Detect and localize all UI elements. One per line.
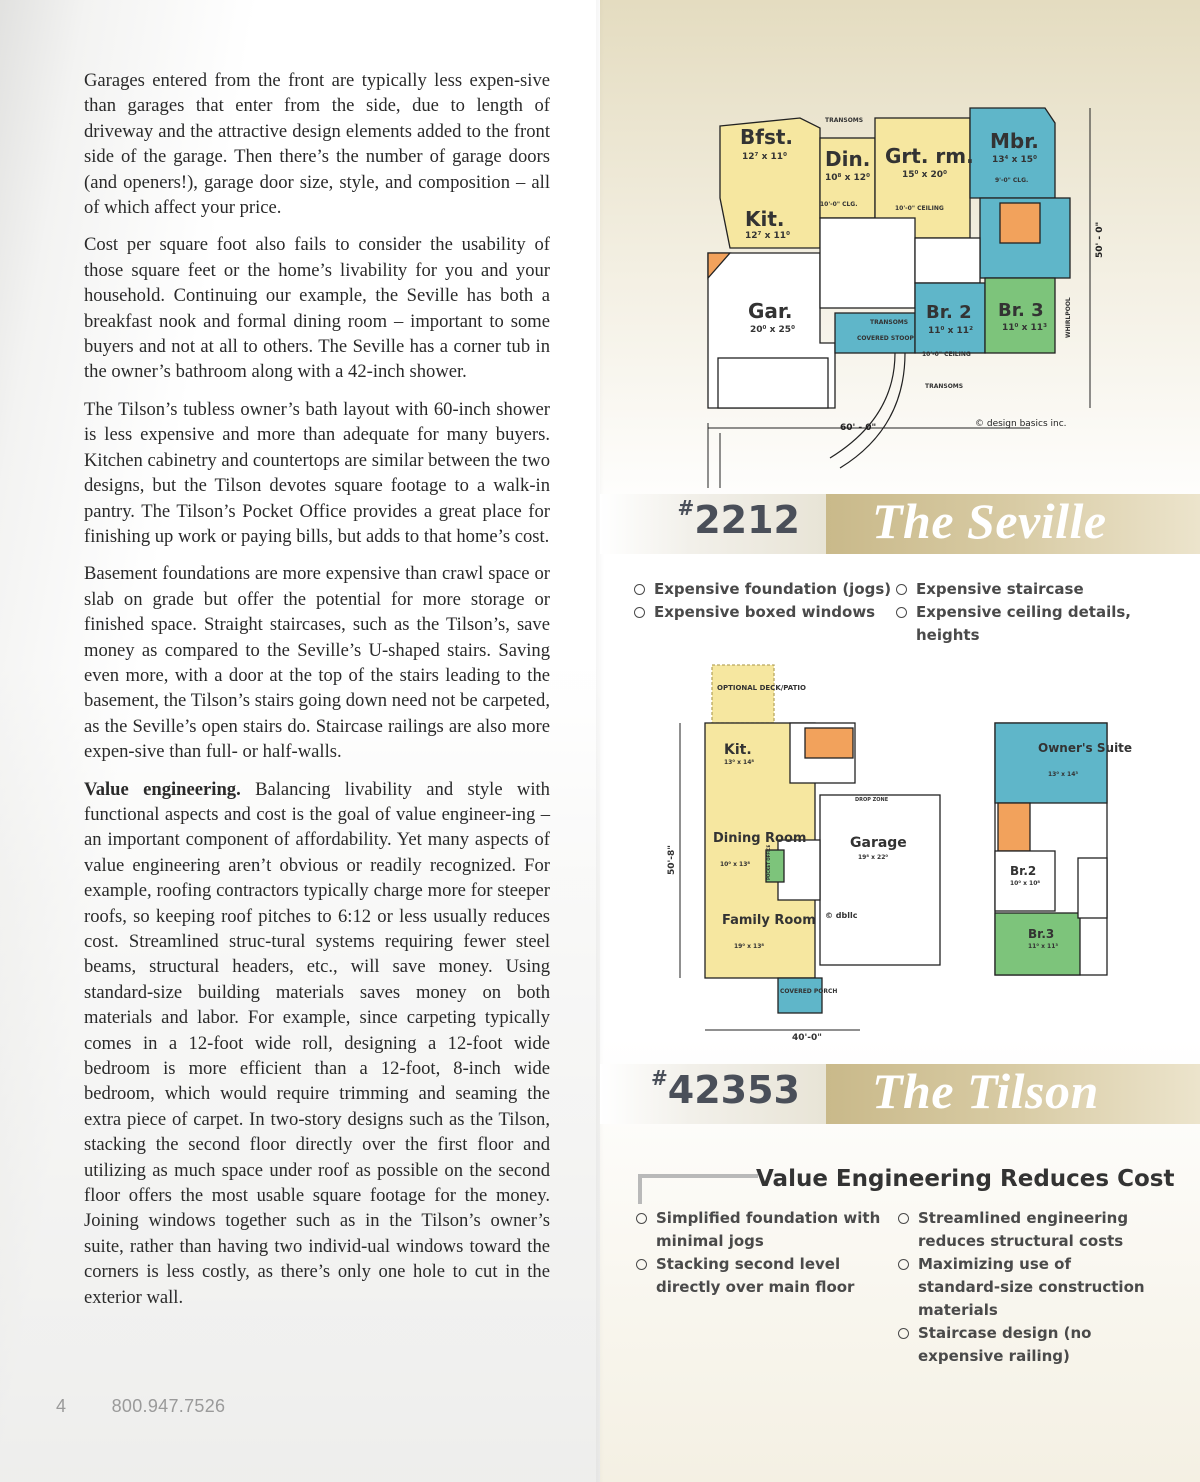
seville-bullet: Expensive ceiling details, heights (894, 601, 1144, 647)
page-footer (56, 1396, 225, 1417)
paragraph-value-engineering (84, 777, 550, 1311)
seville-name-box (826, 494, 1200, 554)
tilson-br2-label: Br.2 (1010, 864, 1037, 878)
seville-din-dim: 10⁸ x 12⁰ (825, 173, 871, 183)
seville-transoms-bot: TRANSOMS (925, 383, 964, 390)
seville-bfst-label: Bfst. (740, 125, 794, 149)
tilson-second-floor-drawing (990, 718, 1133, 988)
seville-floor-plan (690, 88, 1130, 488)
seville-plan-drawing (690, 88, 1130, 488)
seville-bullet: Expensive boxed windows (632, 601, 892, 624)
value-engineering-bullet: Simplified foundation with minimal jogs (634, 1207, 889, 1253)
tilson-banner (600, 1064, 1200, 1124)
tilson-dining-label: Dining Room (713, 831, 807, 846)
seville-kit-dim: 12⁷ x 11⁰ (745, 231, 791, 241)
tilson-width-label: 40'-0" (792, 1033, 822, 1043)
value-engineering-bullet: Stacking second level directly over main floor (634, 1253, 889, 1299)
tilson-closet-area (998, 803, 1030, 851)
tilson-number-text: 42353 (667, 1068, 800, 1112)
seville-bfst-dim: 12⁷ x 11⁰ (742, 152, 788, 162)
tilson-deck-area (712, 665, 774, 723)
value-engineering-bullet: Streamlined engineering reduces structural costs (896, 1207, 1146, 1253)
seville-number-box (600, 494, 826, 554)
tilson-first-floor-plan (660, 660, 950, 1050)
tilson-br3-label: Br.3 (1028, 927, 1055, 941)
seville-mbr-label: Mbr. (990, 129, 1039, 153)
seville-walkway (840, 353, 905, 468)
seville-bullets-right (894, 578, 1144, 647)
seville-bullet: Expensive foundation (jogs) (632, 578, 892, 601)
seville-ceiling-1: 10'-0" CLG. (820, 201, 858, 208)
seville-transoms-mid: TRANSOMS (870, 319, 909, 326)
value-engineering-title: Value Engineering Reduces Cost (756, 1166, 1175, 1192)
tilson-hash: # (651, 1066, 668, 1091)
tilson-pocket-office: POCKET OFFICE (766, 844, 771, 880)
seville-covered-stoop: COVERED STOOP (857, 335, 914, 342)
seville-bullets-left (632, 578, 892, 624)
seville-gar-label: Gar. (748, 299, 793, 323)
seville-depth-label: 50' - 0" (1095, 221, 1105, 258)
tilson-depth-label: 50'-8" (667, 845, 677, 875)
tilson-garage-label: Garage (850, 835, 907, 851)
seville-whirlpool: WHIRLPOOL (1065, 297, 1072, 338)
seville-din-label: Din. (825, 147, 871, 171)
paragraph-tilson-bath: The Tilson’s tubless owner’s bath layout with 60-inch shower is less expensive and more than adequate for many buyers. Kitchen cabinetry and countertops are similar between the two designs, but the Tilson devotes square footage to a walk-in pantry. The Tilson’s Pocket Office provides a great place for finishing up work or paying bills, but adds to that home’s cost. (84, 398, 550, 547)
tilson-second-floor-plan (990, 718, 1133, 988)
tilson-dining-dim: 10⁰ x 13⁸ (720, 861, 751, 868)
seville-bullet: Expensive staircase (894, 578, 1144, 601)
tilson-br2-dim: 10⁰ x 10⁸ (1010, 880, 1041, 887)
seville-kit-label: Kit. (745, 207, 785, 231)
tilson-br3-dim: 11⁰ x 11³ (1028, 943, 1059, 950)
value-engineering-bullet: Maximizing use of standard-size construction materials (896, 1253, 1146, 1322)
tilson-plan-number (651, 1068, 800, 1112)
seville-br3-label: Br. 3 (998, 300, 1044, 321)
seville-br2-dim: 11⁰ x 11² (928, 326, 974, 336)
tilson-family-label: Family Room (722, 913, 816, 928)
tilson-name-box (826, 1064, 1200, 1124)
seville-transoms-top: TRANSOMS (825, 117, 864, 124)
tilson-second-stair (1078, 858, 1107, 918)
seville-number-text: 2212 (694, 498, 800, 542)
tilson-owners-area (995, 723, 1107, 803)
body-text-column (84, 68, 550, 1322)
seville-plan-number (677, 498, 800, 542)
tilson-plan-name: The Tilson (872, 1063, 1099, 1119)
tilson-family-dim: 19⁰ x 13⁸ (734, 943, 765, 950)
seville-ceiling-3: 10'-0" CEILING (922, 351, 971, 358)
tilson-porch-label: COVERED PORCH (780, 988, 838, 995)
seville-br2-label: Br. 2 (926, 302, 972, 323)
seville-mbr-dim: 13⁴ x 15⁰ (992, 155, 1038, 165)
tilson-deck-label: OPTIONAL DECK/PATIO (717, 684, 806, 692)
tilson-pantry-area (805, 728, 853, 758)
tilson-garage-dim: 19⁸ x 22⁰ (858, 854, 889, 861)
value-engineering-lead: Value engineering. (84, 778, 241, 800)
seville-gar-dim: 20⁰ x 25⁰ (750, 325, 796, 335)
value-engineering-text: Balancing livability and style with functional aspects and cost is the goal of value engineer-ing – an important component of affordability. Yet many aspects of value engineering aren’t obvious or readily recognized. For example, roofing contractors typically charge more for steeper roofs, so keeping roof pitches to 6:12 or less usually reduces cost. Streamlined struc-tural systems requiring fewer steel beams, structural headers, etc., will save money. Using standard-size building materials saves money on both materials and labor. For example, since carpeting typically comes in a 12-foot wide roll, designing a 12-foot wide bedroom is more efficient than a 12-foot, 8-inch wide bedroom, which would require trimming and seaming the extra piece of carpet. In two-story designs such as the Tilson, stacking the second floor directly over the first floor and utilizing as much space under roof as possible on the second floor offers the most usable square footage for the money. Joining windows together such as in the Tilson’s owner’s suite, rather than having two individ-ual windows toward the corners is less costly, as there’s only one hole to cut in the exterior wall. (84, 778, 550, 1308)
paragraph-basement: Basement foundations are more expensive than crawl space or slab on grade but offer the potential for more storage or finished space. Straight staircases, such as the Tilson’s, save money as compared to the Seville’s U-shaped stairs. Saving even more, with a door at the top of the stairs leading to the basement, the Tilson’s stairs going down need not be carpeted, as the Seville’s open stairs do. Staircase railings are also more expen-sive than full- or half-walls. (84, 563, 550, 763)
paragraph-garages: Garages entered from the front are typically less expen-sive than garages that enter from the side, due to length of driveway and the attractive design elements added to the front side of the garage. Then there’s the number of garage doors (and openers!), garage door size, style, and composition – all of which affect your price. (84, 70, 550, 219)
seville-hash: # (677, 496, 695, 521)
tilson-garage-area (820, 795, 940, 965)
seville-closet-area (1000, 203, 1040, 243)
seville-br3-dim: 11⁰ x 11³ (1002, 323, 1048, 333)
seville-bath-area (915, 238, 980, 283)
tilson-copyright: © dbllc (825, 911, 858, 920)
tilson-owners-label: Owner's Suite (1038, 741, 1133, 755)
tilson-kit-dim: 13⁰ x 14⁸ (724, 759, 755, 766)
seville-entry-area (820, 218, 915, 308)
seville-grt-label: Grt. rm. (885, 144, 974, 168)
value-engineering-bullet: Staircase design (no expensive railing) (896, 1322, 1146, 1368)
seville-plan-name: The Seville (872, 493, 1107, 549)
phone-number: 800.947.7526 (111, 1396, 226, 1416)
tilson-kit-label: Kit. (724, 742, 752, 758)
tilson-owners-dim: 13⁰ x 14³ (1048, 771, 1079, 778)
value-engineering-bracket (638, 1174, 758, 1204)
tilson-first-floor-drawing (660, 660, 950, 1050)
seville-driveway (718, 358, 828, 408)
tilson-porch-area (778, 978, 822, 1013)
seville-ceiling-2: 10'-0" CEILING (895, 205, 944, 212)
tilson-drop-zone: DROP ZONE (855, 797, 889, 803)
paragraph-cost-per-square-foot: Cost per square foot also fails to consider the usability of those square feet or the home’s livability for you and your household. Continuing our example, the Seville has both a breakfast nook and formal dining room – important to some buyers and not at all to others. The Seville has a corner tub in the owner’s bathroom along with a 42-inch shower. (84, 234, 550, 383)
column-divider (596, 0, 604, 1482)
seville-walkway-inner (830, 353, 895, 458)
seville-width-label: 60' - 0" (840, 423, 877, 433)
seville-banner (600, 494, 1200, 554)
page-number: 4 (56, 1396, 67, 1416)
seville-copyright: © design basics inc. (975, 419, 1067, 429)
value-engineering-left (634, 1207, 889, 1299)
tilson-number-box (600, 1064, 826, 1124)
seville-grt-dim: 15⁰ x 20⁰ (902, 170, 948, 180)
seville-mbr-ceiling: 9'-0" CLG. (995, 177, 1029, 184)
seville-master-area (970, 108, 1055, 198)
value-engineering-right (896, 1207, 1146, 1368)
